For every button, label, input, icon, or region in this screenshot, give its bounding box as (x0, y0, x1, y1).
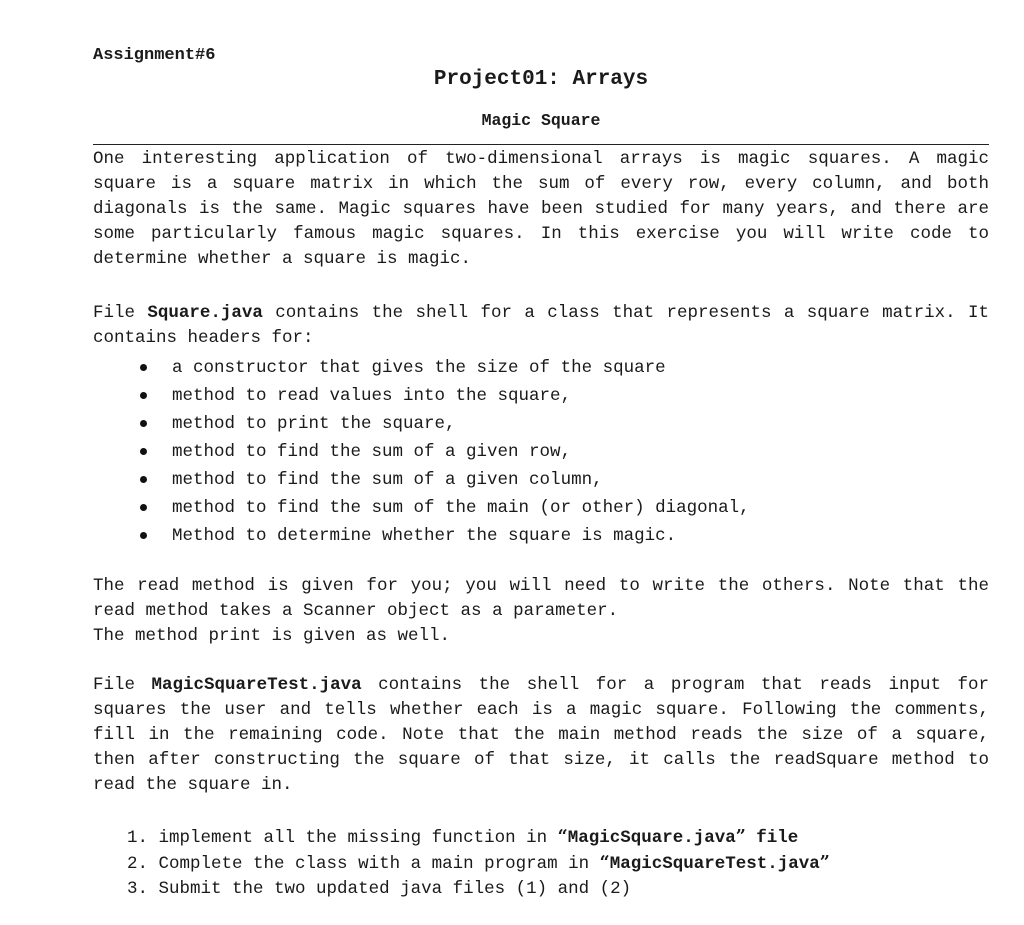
test-section-paragraph (93, 673, 989, 798)
bullet-icon (140, 364, 147, 371)
square-filename: Square.java (147, 303, 263, 323)
step-text: Submit the two updated java files (1) and (2) (158, 879, 632, 899)
list-item (93, 494, 989, 522)
square-section-suffix: contains the shell for a class that represents a square matrix. It contains headers for: (93, 303, 989, 348)
steps-list (93, 825, 989, 902)
divider-line (93, 144, 989, 145)
step-file: MagicSquare.java (567, 828, 736, 848)
list-item-text: Method to determine whether the square is magic. (172, 526, 677, 546)
list-item-text: method to read values into the square, (172, 386, 572, 406)
read-note-paragraph (93, 574, 989, 649)
list-item (93, 522, 989, 550)
bullet-icon (140, 476, 147, 483)
bullet-icon (140, 504, 147, 511)
list-item (93, 877, 989, 902)
intro-paragraph: One interesting application of two-dimensional arrays is magic squares. A magic square is a square matrix in which the sum of every row, every column, and both diagonals is the same. Magic squares have been studied for many years, and there are some particularly famous magic squares. In this exercise you will write code to determine whether a square is magic. (93, 149, 989, 269)
step-text: Complete the class with a main program in (158, 854, 600, 874)
list-item-text: a constructor that gives the size of the square (172, 358, 666, 378)
step-file: MagicSquareTest.java (609, 854, 820, 874)
list-item-text: method to print the square, (172, 414, 456, 434)
close-quote: ” (819, 853, 830, 873)
list-item (93, 354, 989, 382)
step-number: 3. (127, 879, 149, 899)
bullet-icon (140, 448, 147, 455)
open-quote: “ (557, 827, 568, 847)
list-item-text: method to find the sum of a given column, (172, 470, 603, 490)
step-number: 2. (127, 854, 149, 874)
step-after: file (745, 828, 799, 848)
list-item (93, 410, 989, 438)
list-item (93, 851, 989, 877)
bullet-icon (140, 392, 147, 399)
bullet-icon (140, 532, 147, 539)
read-note-line1: The read method is given for you; you will need to write the others. Note that the read method takes a Scanner object as a parameter. (93, 576, 989, 621)
list-item (93, 382, 989, 410)
step-text: implement all the missing function in (158, 828, 558, 848)
test-section-prefix: File (93, 675, 152, 695)
method-list (93, 354, 989, 550)
step-number: 1. (127, 828, 149, 848)
square-section-prefix: File (93, 303, 148, 323)
bullet-icon (140, 420, 147, 427)
document-page (93, 44, 989, 902)
list-item-text: method to find the sum of a given row, (172, 442, 572, 462)
open-quote: “ (599, 853, 610, 873)
read-note-line2: The method print is given as well. (93, 626, 451, 646)
test-filename: MagicSquareTest.java (151, 675, 362, 695)
square-section-paragraph (93, 301, 989, 351)
list-item-text: method to find the sum of the main (or other) diagonal, (172, 498, 750, 518)
list-item (93, 825, 989, 851)
assignment-label: Assignment#6 (93, 46, 216, 65)
list-item (93, 466, 989, 494)
list-item (93, 438, 989, 466)
page-subtitle: Magic Square (481, 111, 601, 130)
page-title: Project01: Arrays (433, 68, 649, 91)
close-quote: ” (735, 827, 746, 847)
test-section-suffix: contains the shell for a program that reads input for squares the user and tells whether each is a magic square. Following the comments, fill in the remaining code. Note that the main method reads the size of a square, then after constructing the square of that size, it calls the readSquare method to read the square in. (93, 675, 989, 795)
